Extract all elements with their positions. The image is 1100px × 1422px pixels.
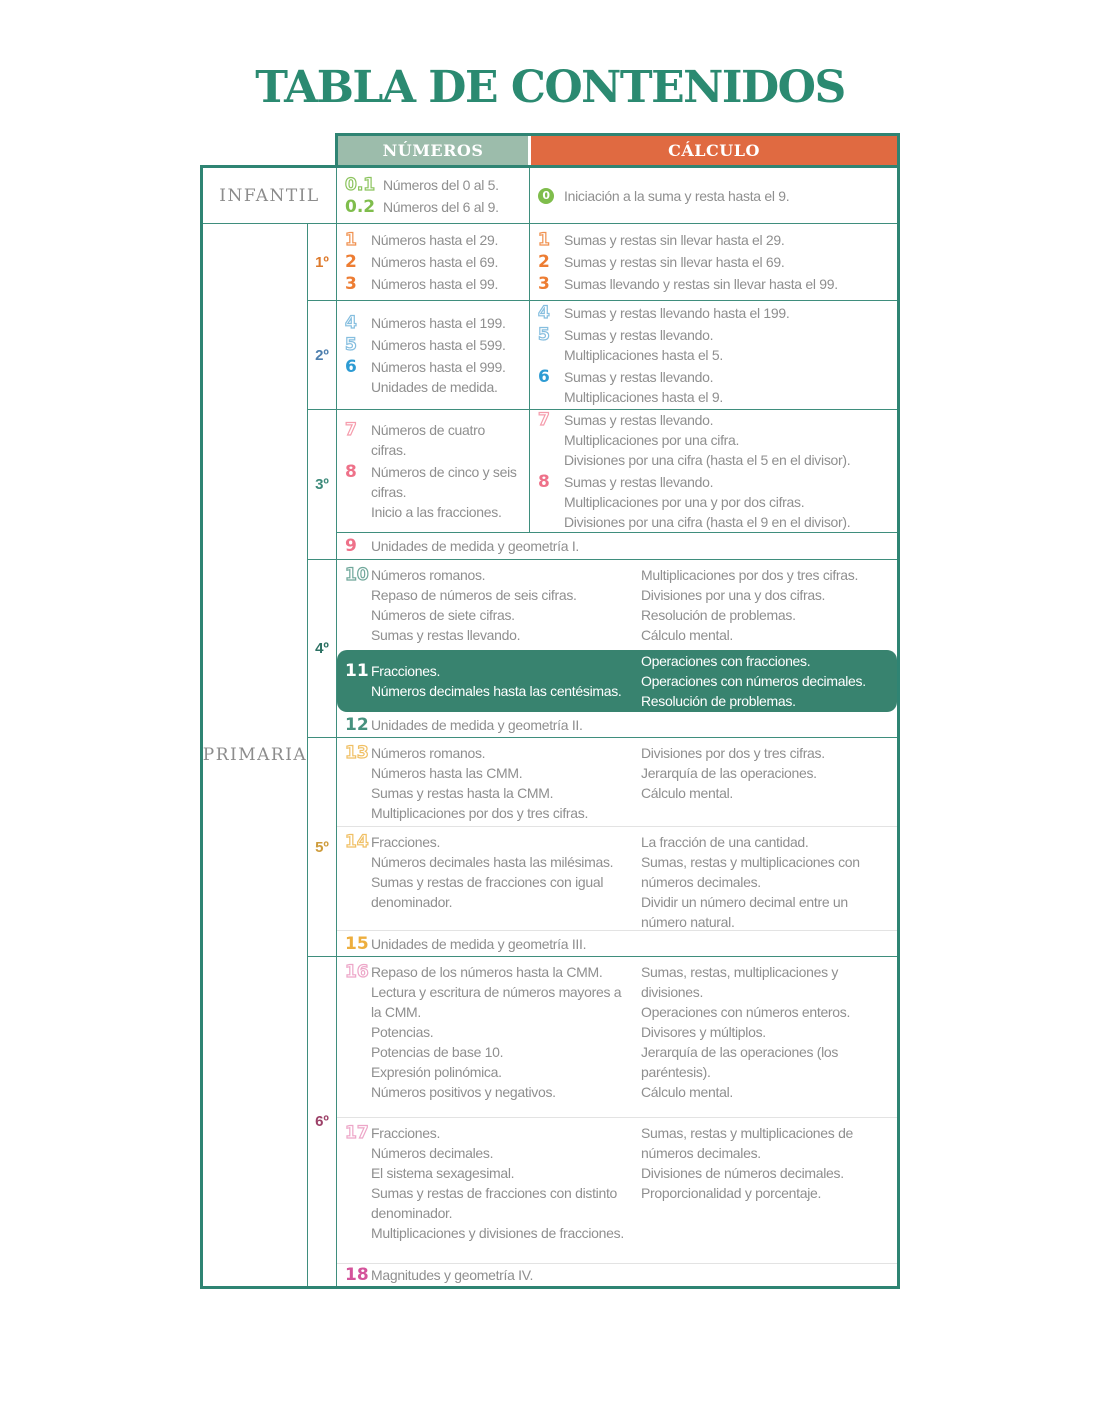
numeros-column: [337, 1118, 633, 1263]
grade-section-1: [308, 224, 897, 301]
calculo-column: [530, 410, 897, 532]
grade-section-2: [308, 301, 897, 410]
entry-text: Jerarquía de las operaciones (los paréntesis).: [641, 1044, 839, 1080]
grade-label-4: 4º: [308, 560, 337, 737]
entry-text: Números hasta el 999.: [371, 359, 506, 375]
entry-text: Sumas y restas llevando hasta el 199.: [564, 305, 790, 321]
unit-badge: 2: [538, 252, 550, 272]
unit-badge: 17: [345, 1123, 369, 1143]
calculo-column: [633, 560, 897, 650]
entry-text: Números hasta el 69.: [371, 254, 499, 270]
grade-label-2: 2º: [308, 301, 337, 409]
entry-text: Repaso de los números hasta la CMM.: [371, 964, 603, 980]
entry-text: Sumas y restas de fracciones con distinto denominador.: [371, 1185, 618, 1221]
entry-text: Sumas y restas sin llevar hasta el 69.: [564, 254, 785, 270]
unit-badge: 9: [345, 536, 357, 556]
entry-text: Números de cuatro cifras.: [371, 422, 485, 458]
entry-text: Multiplicaciones hasta el 9.: [564, 389, 723, 405]
entry-text: Multiplicaciones por una y por dos cifras.: [564, 494, 805, 510]
unit-badge: 5: [538, 325, 550, 345]
column-header-calculo: CÁLCULO: [531, 136, 897, 165]
entry-text: Multiplicaciones y divisiones de fracciones.: [371, 1225, 624, 1241]
unit-badge: 1: [345, 230, 357, 250]
numeros-column: [337, 827, 633, 930]
column-header-numeros: NÚMEROS: [338, 136, 531, 165]
entry-text: Números decimales.: [371, 1145, 494, 1161]
entry-text: Lectura y escritura de números mayores a la CMM.: [371, 984, 622, 1020]
calculo-column: [530, 168, 897, 223]
entry-text: Sumas, restas y multiplicaciones con números decimales.: [641, 854, 860, 890]
entry-text: Potencias.: [371, 1024, 434, 1040]
unit-17-block: [337, 1117, 897, 1263]
entry-text: Unidades de medida y geometría III.: [371, 935, 587, 952]
entry-text: Números de siete cifras.: [371, 607, 515, 623]
unit-badge: 10: [345, 565, 369, 585]
entry-text: Números romanos.: [371, 567, 486, 583]
unit-badge: 14: [345, 832, 369, 852]
entry-text: Sumas y restas llevando.: [564, 412, 714, 428]
entry-text: Resolución de problemas.: [641, 693, 796, 709]
entry-text: Sumas y restas llevando.: [564, 474, 714, 490]
unit-badge: 16: [345, 962, 369, 982]
unit-14-block: [337, 826, 897, 930]
highlight-unit-11: [337, 650, 897, 712]
unit-badge: 12: [345, 714, 369, 735]
numeros-column: [337, 957, 633, 1117]
entry-text: Unidades de medida y geometría II.: [371, 716, 583, 733]
numeros-column: [337, 410, 530, 532]
entry-text: Inicio a las fracciones.: [371, 504, 502, 520]
unit-badge: 0.2: [345, 196, 376, 217]
entry-text: Operaciones con números enteros.: [641, 1004, 851, 1020]
page-title: TABLA DE CONTENIDOS: [255, 62, 845, 113]
stage-label-infantil: INFANTIL: [203, 168, 337, 223]
unit-entry: [345, 197, 529, 217]
unit-badge: 3: [345, 274, 357, 294]
grades-column: [308, 224, 897, 1286]
table-body: [200, 165, 900, 1289]
entry-text: Proporcionalidad y porcentaje.: [641, 1185, 822, 1201]
unit-entry: [345, 175, 529, 195]
unit-badge: 2: [345, 252, 357, 272]
unit-badge: 13: [345, 743, 369, 763]
entry-text: Divisiones por una cifra (hasta el 5 en el divisor).: [564, 452, 851, 468]
entry-text: Números romanos.: [371, 745, 486, 761]
entry-text: Números hasta las CMM.: [371, 765, 523, 781]
entry-text: Cálculo mental.: [641, 627, 733, 643]
unit-badge: 6: [345, 357, 357, 377]
row-infantil: [203, 168, 897, 224]
span-row-unit-18: [337, 1263, 897, 1286]
unit-badge: 3: [538, 274, 550, 294]
entry-text: La fracción de una cantidad.: [641, 834, 809, 850]
entry-text: Multiplicaciones por dos y tres cifras.: [371, 805, 589, 821]
entry-text: Unidades de medida y geometría I.: [371, 538, 580, 554]
calculo-column: [633, 1118, 897, 1263]
entry-text: Operaciones con fracciones.: [641, 653, 811, 669]
unit-badge: 4: [538, 303, 550, 323]
entry-text: Divisiones de números decimales.: [641, 1165, 844, 1181]
entry-text: Números de cinco y seis cifras.: [371, 464, 517, 500]
stage-label-primaria: PRIMARIA: [203, 224, 308, 1286]
unit-badge: 8: [345, 462, 357, 482]
entry-text: Dividir un número decimal entre un número natural.: [641, 894, 848, 930]
entry-text: Sumas y restas llevando.: [564, 327, 714, 343]
unit-13-block: [337, 738, 897, 826]
entry-text: Multiplicaciones por una cifra.: [564, 432, 740, 448]
unit-badge: 7: [345, 420, 357, 440]
entry-text: Números hasta el 599.: [371, 337, 506, 353]
unit-badge: 8: [538, 472, 550, 492]
unit-badge: 5: [345, 335, 357, 355]
calculo-column: [633, 738, 897, 826]
entry-text: Operaciones con números decimales.: [641, 673, 866, 689]
entry-text: Sumas llevando y restas sin llevar hasta el 99.: [564, 276, 838, 292]
entry-text: Sumas y restas llevando.: [564, 369, 714, 385]
calculo-column: [633, 957, 897, 1117]
numeros-column: [337, 301, 530, 409]
unit-badge: 11: [345, 661, 369, 681]
entry-text: Expresión polinómica.: [371, 1064, 502, 1080]
entry-text: Números positivos y negativos.: [371, 1084, 556, 1100]
entry-text: Números decimales hasta las milésimas.: [371, 854, 614, 870]
unit-badge: 6: [538, 367, 550, 387]
calculo-column: [530, 224, 897, 300]
entry-text: Sumas, restas y multiplicaciones de números decimales.: [641, 1125, 854, 1161]
calculo-column: [633, 650, 897, 712]
grade-section-4: [308, 560, 897, 738]
entry-text: Sumas y restas sin llevar hasta el 29.: [564, 232, 785, 248]
entry-text: Unidades de medida.: [371, 379, 498, 395]
grade-label-6: 6º: [308, 957, 337, 1286]
unit-entry: [538, 186, 897, 206]
numeros-column: [337, 560, 633, 650]
entry-text: Cálculo mental.: [641, 785, 733, 801]
grade-section-3: [308, 410, 897, 560]
entry-text: Números del 6 al 9.: [383, 198, 499, 215]
entry-text: Multiplicaciones hasta el 5.: [564, 347, 723, 363]
unit-badge: 18: [345, 1265, 369, 1285]
entry-text: Multiplicaciones por dos y tres cifras.: [641, 567, 859, 583]
unit-16-block: [337, 957, 897, 1117]
entry-text: El sistema sexagesimal.: [371, 1165, 515, 1181]
grade-label-5: 5º: [308, 738, 337, 956]
numeros-column: [337, 650, 633, 712]
entry-text: Fracciones.: [371, 834, 441, 850]
span-row-unit-12: [337, 712, 897, 737]
grade-label-1: 1º: [308, 224, 337, 300]
entry-text: Números hasta el 99.: [371, 276, 499, 292]
entry-text: Resolución de problemas.: [641, 607, 796, 623]
entry-text: Números decimales hasta las centésimas.: [371, 683, 622, 699]
grade-section-6: [308, 957, 897, 1286]
calculo-column: [633, 827, 897, 930]
entry-text: Números del 0 al 5.: [383, 176, 499, 193]
entry-text: Fracciones.: [371, 1125, 441, 1141]
entry-text: Jerarquía de las operaciones.: [641, 765, 817, 781]
entry-text: Fracciones.: [371, 663, 441, 679]
unit-badge: 0: [538, 188, 554, 204]
table-header: [335, 133, 900, 165]
unit-badge: 7: [538, 410, 550, 430]
span-row-unit-15: [337, 930, 897, 956]
entry-text: Números hasta el 29.: [371, 232, 499, 248]
entry-text: Números hasta el 199.: [371, 315, 506, 331]
entry-text: Cálculo mental.: [641, 1084, 733, 1100]
entry-text: Potencias de base 10.: [371, 1044, 504, 1060]
unit-badge: 0.1: [345, 174, 376, 195]
span-row-unit-9: [337, 532, 897, 559]
numeros-column: [337, 738, 633, 826]
entry-text: Divisiones por una cifra (hasta el 9 en el divisor).: [564, 514, 851, 530]
entry-text: Sumas, restas, multiplicaciones y divisiones.: [641, 964, 839, 1000]
calculo-column: [530, 301, 897, 409]
row-primaria: [203, 224, 897, 1286]
entry-text: Sumas y restas de fracciones con igual denominador.: [371, 874, 604, 910]
entry-text: Magnitudes y geometría IV.: [371, 1267, 534, 1283]
numeros-column: [337, 224, 530, 300]
grade-section-5: [308, 738, 897, 957]
entry-text: Divisores y múltiplos.: [641, 1024, 766, 1040]
entry-text: Sumas y restas hasta la CMM.: [371, 785, 554, 801]
unit-badge: 15: [345, 933, 369, 954]
entry-text: Divisiones por una y dos cifras.: [641, 587, 826, 603]
grade-label-3: 3º: [308, 410, 337, 559]
numeros-column: [337, 168, 530, 223]
entry-text: Divisiones por dos y tres cifras.: [641, 745, 825, 761]
unit-badge: 4: [345, 313, 357, 333]
entry-text: Sumas y restas llevando.: [371, 627, 521, 643]
entry-text: Repaso de números de seis cifras.: [371, 587, 577, 603]
unit-badge: 1: [538, 230, 550, 250]
contents-table: [200, 133, 900, 1289]
entry-text: Iniciación a la suma y resta hasta el 9.: [564, 187, 790, 204]
unit-10-block: [337, 560, 897, 650]
